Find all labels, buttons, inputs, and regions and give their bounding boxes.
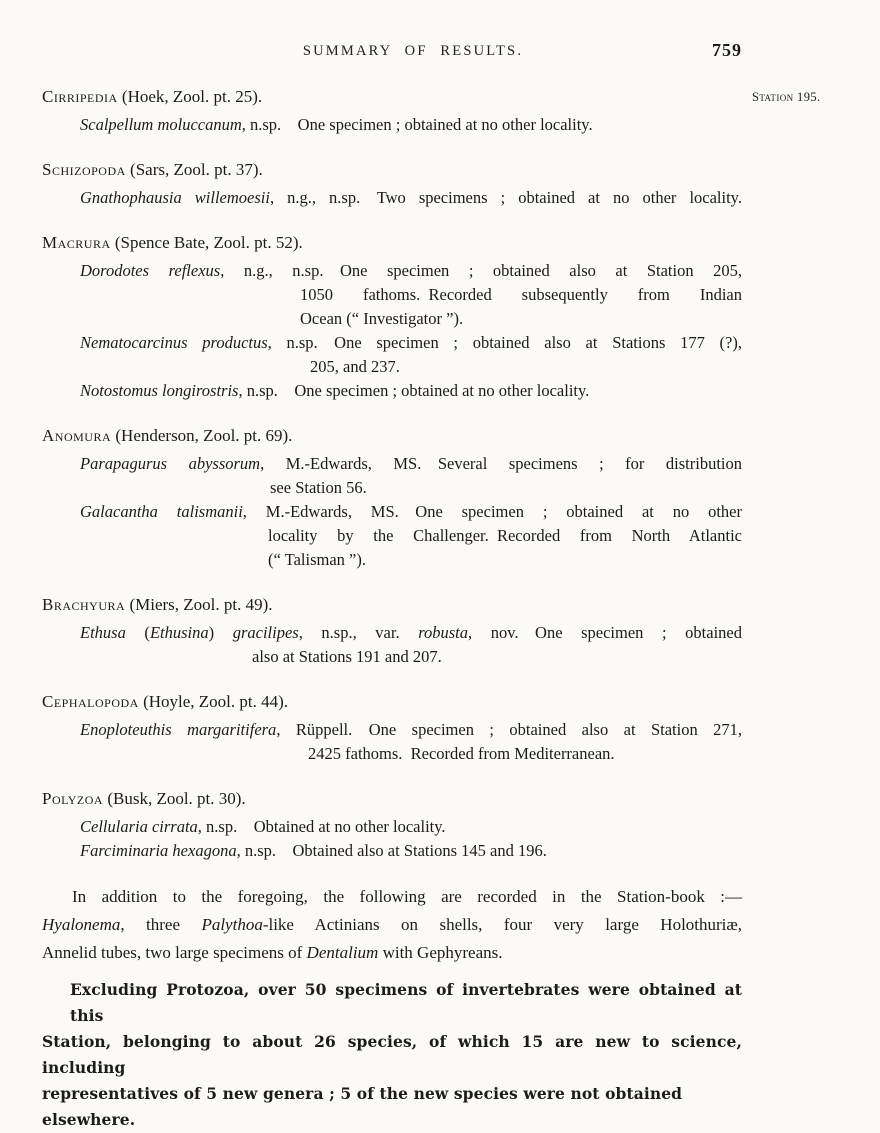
species-name-italic: Enoploteuthis margaritifera [80, 720, 277, 739]
species-name-italic: Hyalonema [42, 915, 121, 934]
para-line [42, 1029, 742, 1081]
section-heading-citation: (Henderson, Zool. pt. 69). [111, 426, 293, 445]
taxon-group-name: Anomura [42, 426, 112, 445]
species-name-italic: Farciminaria hexagona [80, 841, 237, 860]
station-book-paragraph [42, 883, 742, 967]
entry-line [42, 524, 742, 548]
species-entry [42, 331, 742, 379]
species-name-italic: Parapagurus abyssorum [80, 454, 261, 473]
section-heading [42, 158, 742, 182]
species-name-italic: Ethusa [80, 623, 126, 642]
text-segment: locality by the Challenger. Recorded from North Atlantic [268, 526, 742, 545]
page-number: 759 [712, 40, 742, 60]
section-heading-citation: (Spence Bate, Zool. pt. 52). [110, 233, 303, 252]
text-segment: , n.sp. Obtained also at Stations 145 and 196. [236, 841, 547, 860]
entry-line [42, 476, 742, 500]
section-macrura [42, 231, 742, 403]
species-name-italic: Dentalium [306, 943, 379, 962]
species-name-italic: Cellularia cirrata [80, 817, 198, 836]
section-cephalopoda [42, 690, 742, 766]
text-segment: Annelid tubes, two large specimens of [42, 943, 307, 962]
text-segment: , Rüppell. One specimen ; obtained also at Station 271, [276, 720, 742, 739]
species-entry [42, 839, 742, 863]
text-segment: , nov. One specimen ; obtained [468, 623, 742, 642]
text-segment: 205, and 237. [310, 357, 400, 376]
text-segment: , n.sp. One specimen ; obtained at no other locality. [241, 115, 593, 134]
taxon-group-name: Cirripedia [42, 87, 118, 106]
section-heading [42, 690, 742, 714]
species-name-italic: Ethusina [149, 623, 209, 642]
taxon-group-name: Cephalopoda [42, 692, 139, 711]
entry-line [42, 815, 742, 839]
text-segment: 2425 fathoms. Recorded from Mediterranean. [308, 744, 615, 763]
entry-line [42, 307, 742, 331]
text-segment: In addition to the foregoing, the following are recorded in the Station-book :— [72, 887, 742, 906]
section-heading-citation: (Hoyle, Zool. pt. 44). [138, 692, 289, 711]
species-name-italic: Galacantha talismanii [80, 502, 243, 521]
entry-line [42, 621, 742, 645]
section-schizopoda [42, 158, 742, 210]
running-head-title-wrap [42, 42, 742, 60]
entry-line [42, 548, 742, 572]
station-summary-paragraph [42, 977, 742, 1133]
species-name-italic: robusta [418, 623, 469, 642]
text-segment: Ocean (“ Investigator ”). [300, 309, 464, 328]
species-entry [42, 718, 742, 766]
taxon-group-name: Brachyura [42, 595, 126, 614]
text-segment: , n.g., n.sp. Two specimens ; obtained at no other locality. [269, 188, 742, 207]
species-name-italic: Notostomus longirostris [80, 381, 239, 400]
margin-note-station: Station 195. [752, 90, 821, 104]
species-name-italic: Scalpellum moluccanum [80, 115, 242, 134]
text-segment: -like Actinians on shells, four very large Holothuriæ, [262, 915, 742, 934]
species-name-italic: Palythoa [201, 915, 263, 934]
section-cirripedia [42, 85, 742, 137]
text-segment: , three [120, 915, 202, 934]
section-heading-citation: (Miers, Zool. pt. 49). [125, 595, 273, 614]
entry-line [42, 379, 742, 403]
text-segment: ( [125, 623, 150, 642]
species-entry [42, 452, 742, 500]
taxon-group-name: Schizopoda [42, 160, 126, 179]
species-entry [42, 621, 742, 669]
entry-line [42, 718, 742, 742]
text-segment: see Station 56. [270, 478, 367, 497]
running-head [42, 0, 742, 64]
taxon-group-name: Polyzoa [42, 789, 104, 808]
section-heading [42, 787, 742, 811]
section-heading [42, 424, 742, 448]
text-segment: representatives of 5 new genera ; 5 of the new species were not obtained elsewhere. [42, 1084, 683, 1129]
entry-line [42, 355, 742, 379]
text-segment: , M.-Edwards, MS. One specimen ; obtained at no other [242, 502, 742, 521]
section-heading [42, 593, 742, 617]
para-line [42, 1081, 742, 1133]
page-column [42, 0, 742, 1133]
text-segment: , n.g., n.sp. One specimen ; obtained also at Station 205, [220, 261, 742, 280]
entry-line [42, 452, 742, 476]
para-line [42, 883, 742, 911]
entry-line [42, 283, 742, 307]
document-body [42, 85, 742, 1133]
para-line [42, 911, 742, 939]
text-segment: , n.sp., var. [298, 623, 419, 642]
text-segment: , M.-Edwards, MS. Several specimens ; for distribution [260, 454, 742, 473]
section-anomura [42, 424, 742, 572]
entry-line [42, 742, 742, 766]
section-heading-citation: (Hoek, Zool. pt. 25). [117, 87, 263, 106]
species-entry [42, 815, 742, 839]
species-name-italic: Dorodotes reflexus [80, 261, 221, 280]
text-segment: Station, belonging to about 26 species, of which 15 are new to science, including [42, 1032, 742, 1077]
section-heading-citation: (Sars, Zool. pt. 37). [125, 160, 263, 179]
entry-line [42, 259, 742, 283]
text-segment: , n.sp. One specimen ; obtained at no other locality. [238, 381, 590, 400]
entry-line [42, 331, 742, 355]
text-segment: , n.sp. One specimen ; obtained also at Stations 177 (?), [267, 333, 742, 352]
text-segment: , n.sp. Obtained at no other locality. [197, 817, 446, 836]
text-segment: Excluding Protozoa, over 50 specimens of invertebrates were obtained at this [70, 980, 742, 1025]
section-heading-citation: (Busk, Zool. pt. 30). [103, 789, 246, 808]
para-line [42, 939, 742, 967]
entry-line [42, 186, 742, 210]
species-entry [42, 500, 742, 572]
section-brachyura [42, 593, 742, 669]
page-title: SUMMARY OF RESULTS. [302, 43, 524, 59]
species-name-italic: Nematocarcinus productus [80, 333, 268, 352]
entry-line [42, 839, 742, 863]
entry-line [42, 500, 742, 524]
taxon-group-name: Macrura [42, 233, 111, 252]
species-name-italic: gracilipes [232, 623, 299, 642]
section-heading [42, 85, 742, 109]
text-segment: also at Stations 191 and 207. [252, 647, 442, 666]
text-segment: 1050 fathoms. Recorded subsequently from Indian [300, 285, 742, 304]
section-heading [42, 231, 742, 255]
species-entry [42, 113, 742, 137]
section-polyzoa [42, 787, 742, 863]
entry-line [42, 113, 742, 137]
species-entry [42, 186, 742, 210]
species-entry [42, 379, 742, 403]
text-segment: ) [208, 623, 233, 642]
species-entry [42, 259, 742, 331]
text-segment: (“ Talisman ”). [268, 550, 366, 569]
entry-line [42, 645, 742, 669]
para-line [42, 977, 742, 1029]
species-name-italic: Gnathophausia willemoesii [80, 188, 270, 207]
text-segment: with Gephyreans. [378, 943, 503, 962]
